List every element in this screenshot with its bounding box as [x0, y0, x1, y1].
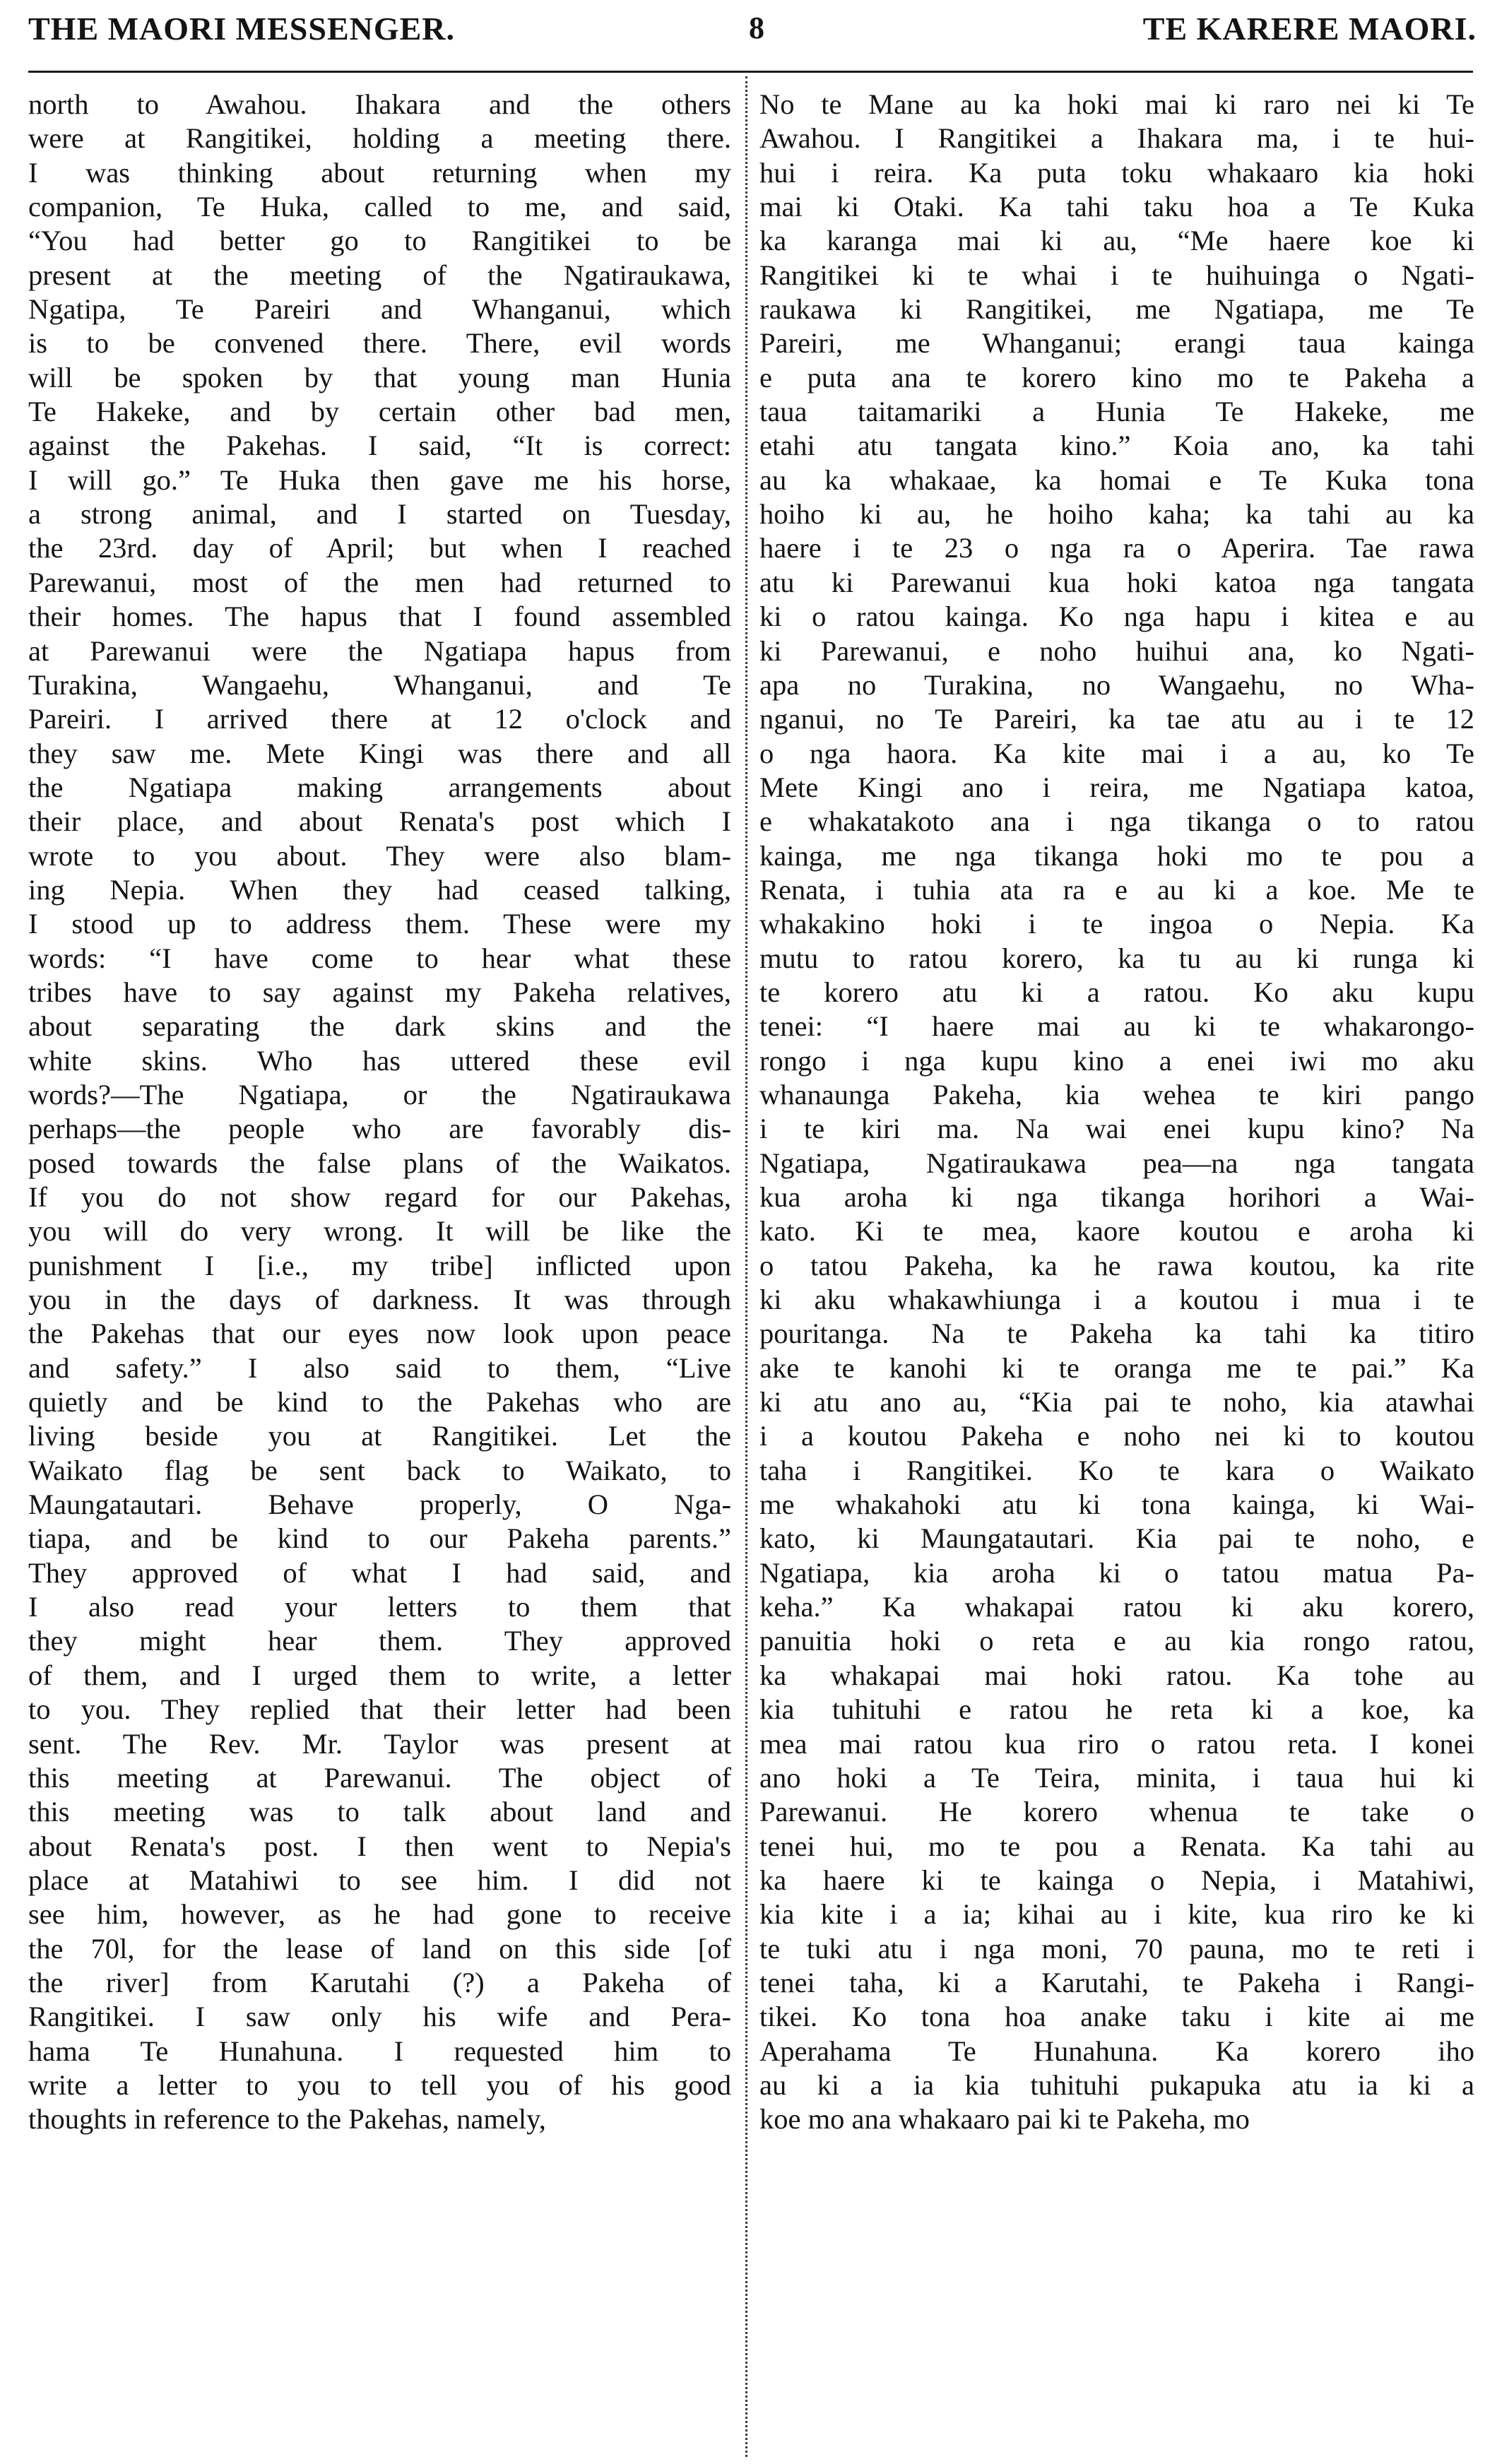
english-text-line: perhaps—the people who are favorably dis- — [28, 1113, 731, 1145]
maori-text-line: i a koutou Pakeha e noho nei ki to koutou — [759, 1420, 1474, 1452]
english-text-line: wrote to you about. They were also blam- — [28, 839, 731, 872]
maori-text-line: ano hoki a Te Teira, minita, i taua hui ki — [759, 1761, 1474, 1794]
english-text-line: place at Matahiwi to see him. I did not — [28, 1864, 731, 1896]
english-text-line: they might hear them. They approved — [28, 1625, 731, 1657]
english-text-line: hama Te Hunahuna. I requested him to — [28, 2034, 731, 2067]
english-text-line: the 70l, for the lease of land on this side [of — [28, 1932, 731, 1965]
english-text-line: quietly and be kind to the Pakehas who are — [28, 1386, 731, 1418]
maori-text-line: ki atu ano au, “Kia pai te noho, kia atawhai — [759, 1386, 1474, 1418]
maori-text-line: te tuki atu i nga moni, 70 pauna, mo te reti i — [759, 1932, 1474, 1965]
maori-text-line: ki Parewanui, e noho huihui ana, ko Ngati- — [759, 634, 1474, 667]
english-text-line: Ngatipa, Te Pareiri and Whanganui, which — [28, 293, 731, 326]
english-text-line: the 23rd. day of April; but when I reached — [28, 532, 731, 564]
maori-text-line: Ngatiapa, kia aroha ki o tatou matua Pa- — [759, 1556, 1474, 1589]
maori-text-line: ki aku whakawhiunga i a koutou i mua i te — [759, 1284, 1474, 1316]
english-text-line: this meeting at Parewanui. The object of — [28, 1761, 731, 1794]
maori-text-line: raukawa ki Rangitikei, me Ngatiapa, me Te — [759, 293, 1474, 326]
maori-text-line: kato. Ki te mea, kaore koutou e aroha ki — [759, 1215, 1474, 1248]
maori-text-line: ake te kanohi ki te oranga me te pai.” Ka — [759, 1351, 1474, 1384]
maori-text-line: Awahou. I Rangitikei a Ihakara ma, i te hui- — [759, 122, 1474, 155]
english-text-line: will be spoken by that young man Hunia — [28, 361, 731, 393]
maori-text-line: ka whakapai mai hoki ratou. Ka tohe au — [759, 1659, 1474, 1691]
english-text-line: thoughts in reference to the Pakehas, namely, — [28, 2103, 546, 2136]
maori-text-line: tenei hui, mo te pou a Renata. Ka tahi au — [759, 1830, 1474, 1862]
english-text-line: their place, and about Renata's post which I — [28, 805, 731, 838]
english-text-line: to you. They replied that their letter had been — [28, 1693, 731, 1726]
english-text-line: see him, however, as he had gone to receive — [28, 1898, 731, 1931]
maori-text-line: mea mai ratou kua riro o ratou reta. I konei — [759, 1727, 1474, 1760]
maori-text-line: me whakahoki atu ki tona kainga, ki Wai- — [759, 1488, 1474, 1521]
english-text-line: Parewanui, most of the men had returned to — [28, 566, 731, 598]
english-text-line: write a letter to you to tell you of his good — [28, 2068, 731, 2101]
maori-text-line: kia tuhituhi e ratou he reta ki a koe, ka — [759, 1693, 1474, 1726]
english-text-line: Te Hakeke, and by certain other bad men, — [28, 396, 731, 428]
english-text-line: companion, Te Huka, called to me, and said, — [28, 191, 731, 223]
maori-text-line: hui i reira. Ka puta toku whakaaro kia hoki — [759, 156, 1474, 189]
maori-text-line: apa no Turakina, no Wangaehu, no Wha- — [759, 668, 1474, 701]
maori-text-line: tikei. Ko tona hoa anake taku i kite ai me — [759, 2001, 1474, 2033]
maori-text-line: Aperahama Te Hunahuna. Ka korero iho — [759, 2034, 1474, 2067]
maori-text-line: Renata, i tuhia ata ra e au ki a koe. Me te — [759, 873, 1474, 906]
maori-text-line: pouritanga. Na te Pakeha ka tahi ka titiro — [759, 1317, 1474, 1350]
running-head — [28, 10, 1477, 59]
maori-text-line: kato, ki Maungatautari. Kia pai te noho, e — [759, 1522, 1474, 1555]
maori-text-line: whakakino hoki i te ingoa o Nepia. Ka — [759, 908, 1474, 940]
maori-text-line: tenei taha, ki a Karutahi, te Pakeha i Rangi- — [759, 1966, 1474, 1998]
english-text-line: words: “I have come to hear what these — [28, 942, 731, 974]
maori-text-line: Ngatiapa, Ngatiraukawa pea—na nga tangata — [759, 1147, 1474, 1179]
english-text-column — [28, 88, 731, 2454]
maori-text-line: kainga, me nga tikanga hoki mo te pou a — [759, 839, 1474, 872]
masthead-maori: TE KARERE MAORI. — [1142, 11, 1477, 47]
maori-text-line: e puta ana te korero kino mo te Pakeha a — [759, 361, 1474, 393]
english-text-line: about Renata's post. I then went to Nepia's — [28, 1830, 731, 1862]
maori-text-line: ka haere ki te kainga o Nepia, i Matahiwi, — [759, 1864, 1474, 1896]
maori-text-line: Mete Kingi ano i reira, me Ngatiapa katoa, — [759, 771, 1474, 803]
maori-text-line: haere i te 23 o nga ra o Aperira. Tae rawa — [759, 532, 1474, 564]
english-text-line: posed towards the false plans of the Waikatos. — [28, 1147, 731, 1179]
english-text-line: of them, and I urged them to write, a letter — [28, 1659, 731, 1691]
english-text-line: Rangitikei. I saw only his wife and Pera- — [28, 2001, 731, 2033]
maori-text-line: ki o ratou kainga. Ko nga hapu i kitea e au — [759, 600, 1474, 633]
english-text-line: their homes. The hapus that I found assembled — [28, 600, 731, 633]
english-text-line: you will do very wrong. It will be like the — [28, 1215, 731, 1248]
english-text-line: Turakina, Wangaehu, Whanganui, and Te — [28, 668, 731, 701]
english-text-line: they saw me. Mete Kingi was there and all — [28, 737, 731, 769]
maori-text-line: o tatou Pakeha, ka he rawa koutou, ka rite — [759, 1249, 1474, 1281]
header-rule — [28, 71, 1473, 73]
maori-text-line: No te Mane au ka hoki mai ki raro nei ki Te — [759, 88, 1474, 120]
english-text-line: punishment I [i.e., my tribe] inflicted upon — [28, 1249, 731, 1281]
maori-text-line: atu ki Parewanui kua hoki katoa nga tangata — [759, 566, 1474, 598]
english-text-line: at Parewanui were the Ngatiapa hapus from — [28, 634, 731, 667]
english-text-line: words?—The Ngatiapa, or the Ngatiraukawa — [28, 1078, 731, 1110]
english-text-line: the Pakehas that our eyes now look upon peace — [28, 1317, 731, 1350]
english-text-line: the Ngatiapa making arrangements about — [28, 771, 731, 803]
english-text-line: “You had better go to Rangitikei to be — [28, 225, 731, 257]
english-text-line: Waikato flag be sent back to Waikato, to — [28, 1454, 731, 1486]
english-text-line: sent. The Rev. Mr. Taylor was present at — [28, 1727, 731, 1760]
maori-text-line: au ka whakaae, ka homai e Te Kuka tona — [759, 463, 1474, 496]
english-text-line: If you do not show regard for our Pakehas, — [28, 1181, 731, 1213]
maori-text-line: Pareiri, me Whanganui; erangi taua kainga — [759, 327, 1474, 360]
maori-text-line: tenei: “I haere mai au ki te whakarongo- — [759, 1010, 1474, 1043]
english-text-line: tiapa, and be kind to our Pakeha parents.” — [28, 1522, 731, 1555]
english-text-line: Pareiri. I arrived there at 12 o'clock and — [28, 703, 731, 735]
maori-text-line: panuitia hoki o reta e au kia rongo ratou, — [759, 1625, 1474, 1657]
english-text-line: against the Pakehas. I said, “It is correct: — [28, 430, 731, 462]
maori-text-line: ka karanga mai ki au, “Me haere koe ki — [759, 225, 1474, 257]
maori-text-line: rongo i nga kupu kino a enei iwi mo aku — [759, 1044, 1474, 1077]
english-text-line: I was thinking about returning when my — [28, 156, 731, 189]
maori-text-line: keha.” Ka whakapai ratou ki aku korero, — [759, 1591, 1474, 1623]
maori-text-line: hoiho ki au, he hoiho kaha; ka tahi au ka — [759, 498, 1474, 531]
maori-text-line: au ki a ia kia tuhituhi pukapuka atu ia ki a — [759, 2068, 1474, 2101]
english-text-line: white skins. Who has uttered these evil — [28, 1044, 731, 1077]
maori-text-line: te korero atu ki a ratou. Ko aku kupu — [759, 976, 1474, 1008]
english-text-line: ing Nepia. When they had ceased talking, — [28, 873, 731, 906]
english-text-line: I will go.” Te Huka then gave me his horse, — [28, 463, 731, 496]
maori-text-line: mutu to ratou korero, ka tu au ki runga ki — [759, 942, 1474, 974]
english-text-line: I stood up to address them. These were my — [28, 908, 731, 940]
maori-text-line: etahi atu tangata kino.” Koia ano, ka tahi — [759, 430, 1474, 462]
maori-text-line: i te kiri ma. Na wai enei kupu kino? Na — [759, 1113, 1474, 1145]
english-text-line: Maungatautari. Behave properly, O Nga- — [28, 1488, 731, 1521]
maori-text-line: Parewanui. He korero whenua te take o — [759, 1796, 1474, 1828]
english-text-line: this meeting was to talk about land and — [28, 1796, 731, 1828]
english-text-line: a strong animal, and I started on Tuesday, — [28, 498, 731, 531]
english-text-line: were at Rangitikei, holding a meeting there. — [28, 122, 731, 155]
english-text-line: living beside you at Rangitikei. Let the — [28, 1420, 731, 1452]
english-text-line: and safety.” I also said to them, “Live — [28, 1351, 731, 1384]
maori-text-line: o nga haora. Ka kite mai i a au, ko Te — [759, 737, 1474, 769]
maori-text-line: e whakatakoto ana i nga tikanga o to ratou — [759, 805, 1474, 838]
maori-text-line: mai ki Otaki. Ka tahi taku hoa a Te Kuka — [759, 191, 1474, 223]
english-text-line: tribes have to say against my Pakeha relatives, — [28, 976, 731, 1008]
maori-text-line: whanaunga Pakeha, kia wehea te kiri pango — [759, 1078, 1474, 1110]
english-text-line: you in the days of darkness. It was through — [28, 1284, 731, 1316]
english-text-line: about separating the dark skins and the — [28, 1010, 731, 1043]
column-divider — [745, 76, 747, 2457]
maori-text-line: nganui, no Te Pareiri, ka tae atu au i te 12 — [759, 703, 1474, 735]
english-text-line: the river] from Karutahi (?) a Pakeha of — [28, 1966, 731, 1998]
english-text-line: present at the meeting of the Ngatiraukawa, — [28, 259, 731, 291]
maori-text-line: kia kite i a ia; kihai au i kite, kua riro ke ki — [759, 1898, 1474, 1931]
english-text-line: I also read your letters to them that — [28, 1591, 731, 1623]
english-text-line: is to be convened there. There, evil words — [28, 327, 731, 360]
maori-text-column — [759, 88, 1474, 2454]
maori-text-line: Rangitikei ki te whai i te huihuinga o Ngati- — [759, 259, 1474, 291]
maori-text-line: koe mo ana whakaaro pai ki te Pakeha, mo — [759, 2103, 1250, 2136]
english-text-line: They approved of what I had said, and — [28, 1556, 731, 1589]
maori-text-line: taua taitamariki a Hunia Te Hakeke, me — [759, 396, 1474, 428]
page-number: 8 — [749, 11, 764, 45]
maori-text-line: taha i Rangitikei. Ko te kara o Waikato — [759, 1454, 1474, 1486]
english-text-line: north to Awahou. Ihakara and the others — [28, 88, 731, 120]
masthead-english: THE MAORI MESSENGER. — [28, 11, 456, 47]
maori-text-line: kua aroha ki nga tikanga horihori a Wai- — [759, 1181, 1474, 1213]
